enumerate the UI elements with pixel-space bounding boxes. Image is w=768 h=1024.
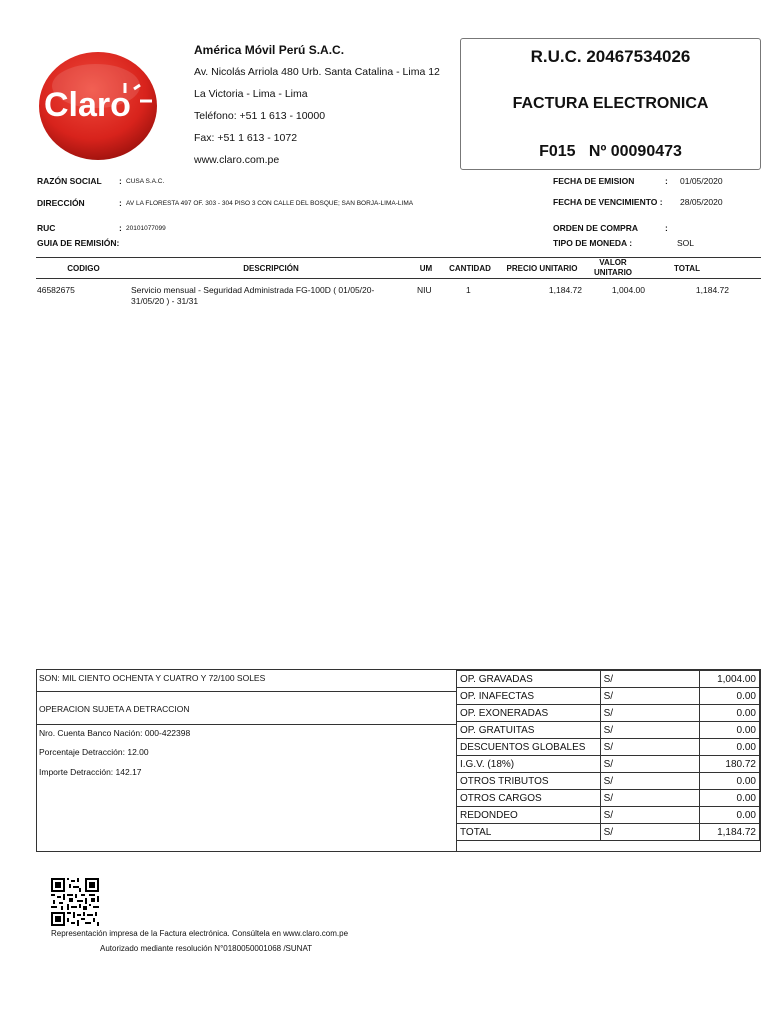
totals-currency: S/ (600, 756, 699, 773)
claro-logo (38, 51, 158, 161)
totals-label: DESCUENTOS GLOBALES (457, 739, 601, 756)
totals-row-grand-total (457, 824, 760, 841)
totals-row (457, 671, 760, 688)
ruc-number: R.U.C. 20467534026 (530, 47, 691, 66)
totals-label: REDONDEO (457, 807, 601, 824)
operacion-detraccion: OPERACION SUJETA A DETRACCION (39, 704, 190, 714)
totals-currency: S/ (600, 688, 699, 705)
importe-detraccion: Importe Detracción: 142.17 (39, 767, 142, 777)
orden-compra-label: ORDEN DE COMPRA (553, 223, 639, 233)
col-valor-unitario-line2: UNITARIO (593, 268, 633, 277)
fecha-vencimiento-value: 28/05/2020 (680, 197, 723, 207)
fecha-emision-label: FECHA DE EMISION (553, 176, 635, 186)
razon-social-label: RAZÓN SOCIAL (37, 176, 102, 186)
razon-social-colon: : (119, 176, 122, 186)
totals-amount: 1,184.72 (700, 824, 760, 841)
row-cantidad: 1 (466, 285, 471, 295)
totals-row (457, 688, 760, 705)
company-website: www.claro.com.pe (194, 154, 280, 166)
direccion-colon: : (119, 198, 122, 208)
totals-table (456, 670, 760, 841)
totals-label: OP. GRATUITAS (457, 722, 601, 739)
totals-row (457, 790, 760, 807)
totals-label: OP. INAFECTAS (457, 688, 601, 705)
totals-amount: 0.00 (700, 790, 760, 807)
company-district: La Victoria - Lima - Lima (194, 88, 308, 100)
fecha-emision-colon: : (665, 176, 668, 186)
direccion-label: DIRECCIÓN (37, 198, 85, 208)
company-fax: Fax: +51 1 613 - 1072 (194, 132, 298, 144)
totals-currency: S/ (600, 807, 699, 824)
qr-code (51, 878, 99, 926)
table-header-rule (36, 278, 761, 279)
col-um: UM (419, 264, 433, 273)
totals-row (457, 739, 760, 756)
ruc-label: RUC (37, 223, 56, 233)
totals-currency: S/ (600, 671, 699, 688)
totals-amount: 0.00 (700, 739, 760, 756)
row-um: NIU (417, 285, 432, 295)
totals-amount: 180.72 (700, 756, 760, 773)
totals-amount: 1,004.00 (700, 671, 760, 688)
footer-authorization: Autorizado mediante resolución N°0180050001068 /SUNAT (100, 944, 313, 953)
row-descripcion-line2: 31/05/20 ) - 31/31 (131, 296, 199, 306)
col-cantidad: CANTIDAD (449, 264, 491, 273)
totals-label: I.G.V. (18%) (457, 756, 601, 773)
porcentaje-detraccion: Porcentaje Detracción: 12.00 (39, 747, 149, 757)
row-descripcion-line1: Servicio mensual - Seguridad Administrada FG-100D ( 01/05/20- (131, 285, 375, 295)
tipo-moneda-value: SOL (677, 238, 695, 248)
totals-currency: S/ (600, 705, 699, 722)
row-codigo: 46582675 (37, 285, 75, 295)
row-total: 1,184.72 (695, 285, 729, 295)
totals-currency: S/ (600, 790, 699, 807)
cuenta-banco: Nro. Cuenta Banco Nación: 000-422398 (39, 728, 191, 738)
divider (37, 724, 456, 725)
orden-compra-colon: : (665, 223, 668, 233)
guia-label: GUIA DE REMISIÓN: (37, 238, 120, 248)
razon-social-value: CUSA S.A.C. (126, 178, 165, 185)
fecha-vencimiento-label: FECHA DE VENCIMIENTO : (553, 197, 663, 207)
invoice-id-box (460, 38, 761, 170)
table-top-rule (36, 257, 761, 258)
tipo-moneda-label: TIPO DE MONEDA : (553, 238, 633, 248)
invoice-number: F015 Nº 00090473 (539, 143, 682, 160)
totals-label: OP. GRAVADAS (457, 671, 601, 688)
row-valor-unitario: 1,004.00 (611, 285, 645, 295)
invoice-type: FACTURA ELECTRONICA (512, 95, 709, 112)
ruc-value: 20101077099 (126, 225, 166, 232)
company-address: Av. Nicolás Arriola 480 Urb. Santa Catalina - Lima 12 (194, 66, 440, 78)
totals-row (457, 705, 760, 722)
row-precio-unitario: 1,184.72 (548, 285, 582, 295)
totals-amount: 0.00 (700, 705, 760, 722)
totals-label: TOTAL (457, 824, 601, 841)
fecha-emision-value: 01/05/2020 (680, 176, 723, 186)
totals-amount: 0.00 (700, 688, 760, 705)
col-precio-unitario: PRECIO UNITARIO (506, 264, 578, 273)
ruc-colon: : (119, 223, 122, 233)
summary-box (36, 669, 761, 852)
detraccion-panel (37, 670, 457, 851)
totals-label: OTROS TRIBUTOS (457, 773, 601, 790)
divider (37, 691, 456, 692)
col-descripcion: DESCRIPCIÓN (243, 264, 299, 273)
totals-row (457, 722, 760, 739)
totals-amount: 0.00 (700, 807, 760, 824)
footer-representation-note: Representación impresa de la Factura electrónica. Consúltela en www.claro.com.pe (51, 929, 349, 938)
col-valor-unitario-line1: VALOR (599, 258, 627, 267)
col-total: TOTAL (674, 264, 700, 273)
totals-currency: S/ (600, 739, 699, 756)
totals-currency: S/ (600, 722, 699, 739)
col-codigo: CODIGO (67, 264, 100, 273)
company-name: América Móvil Perú S.A.C. (194, 43, 345, 57)
totals-row (457, 807, 760, 824)
totals-label: OTROS CARGOS (457, 790, 601, 807)
totals-amount: 0.00 (700, 773, 760, 790)
logo-wordmark: Claro (44, 86, 131, 124)
totals-currency: S/ (600, 773, 699, 790)
totals-currency: S/ (600, 824, 699, 841)
amount-in-words: SON: MIL CIENTO OCHENTA Y CUATRO Y 72/100 SOLES (39, 673, 266, 683)
totals-row (457, 773, 760, 790)
direccion-value: AV LA FLORESTA 497 OF. 303 - 304 PISO 3 CON CALLE DEL BOSQUE; SAN BORJA-LIMA-LIMA (126, 200, 414, 207)
totals-amount: 0.00 (700, 722, 760, 739)
totals-row (457, 756, 760, 773)
company-phone: Teléfono: +51 1 613 - 10000 (194, 110, 326, 122)
totals-label: OP. EXONERADAS (457, 705, 601, 722)
